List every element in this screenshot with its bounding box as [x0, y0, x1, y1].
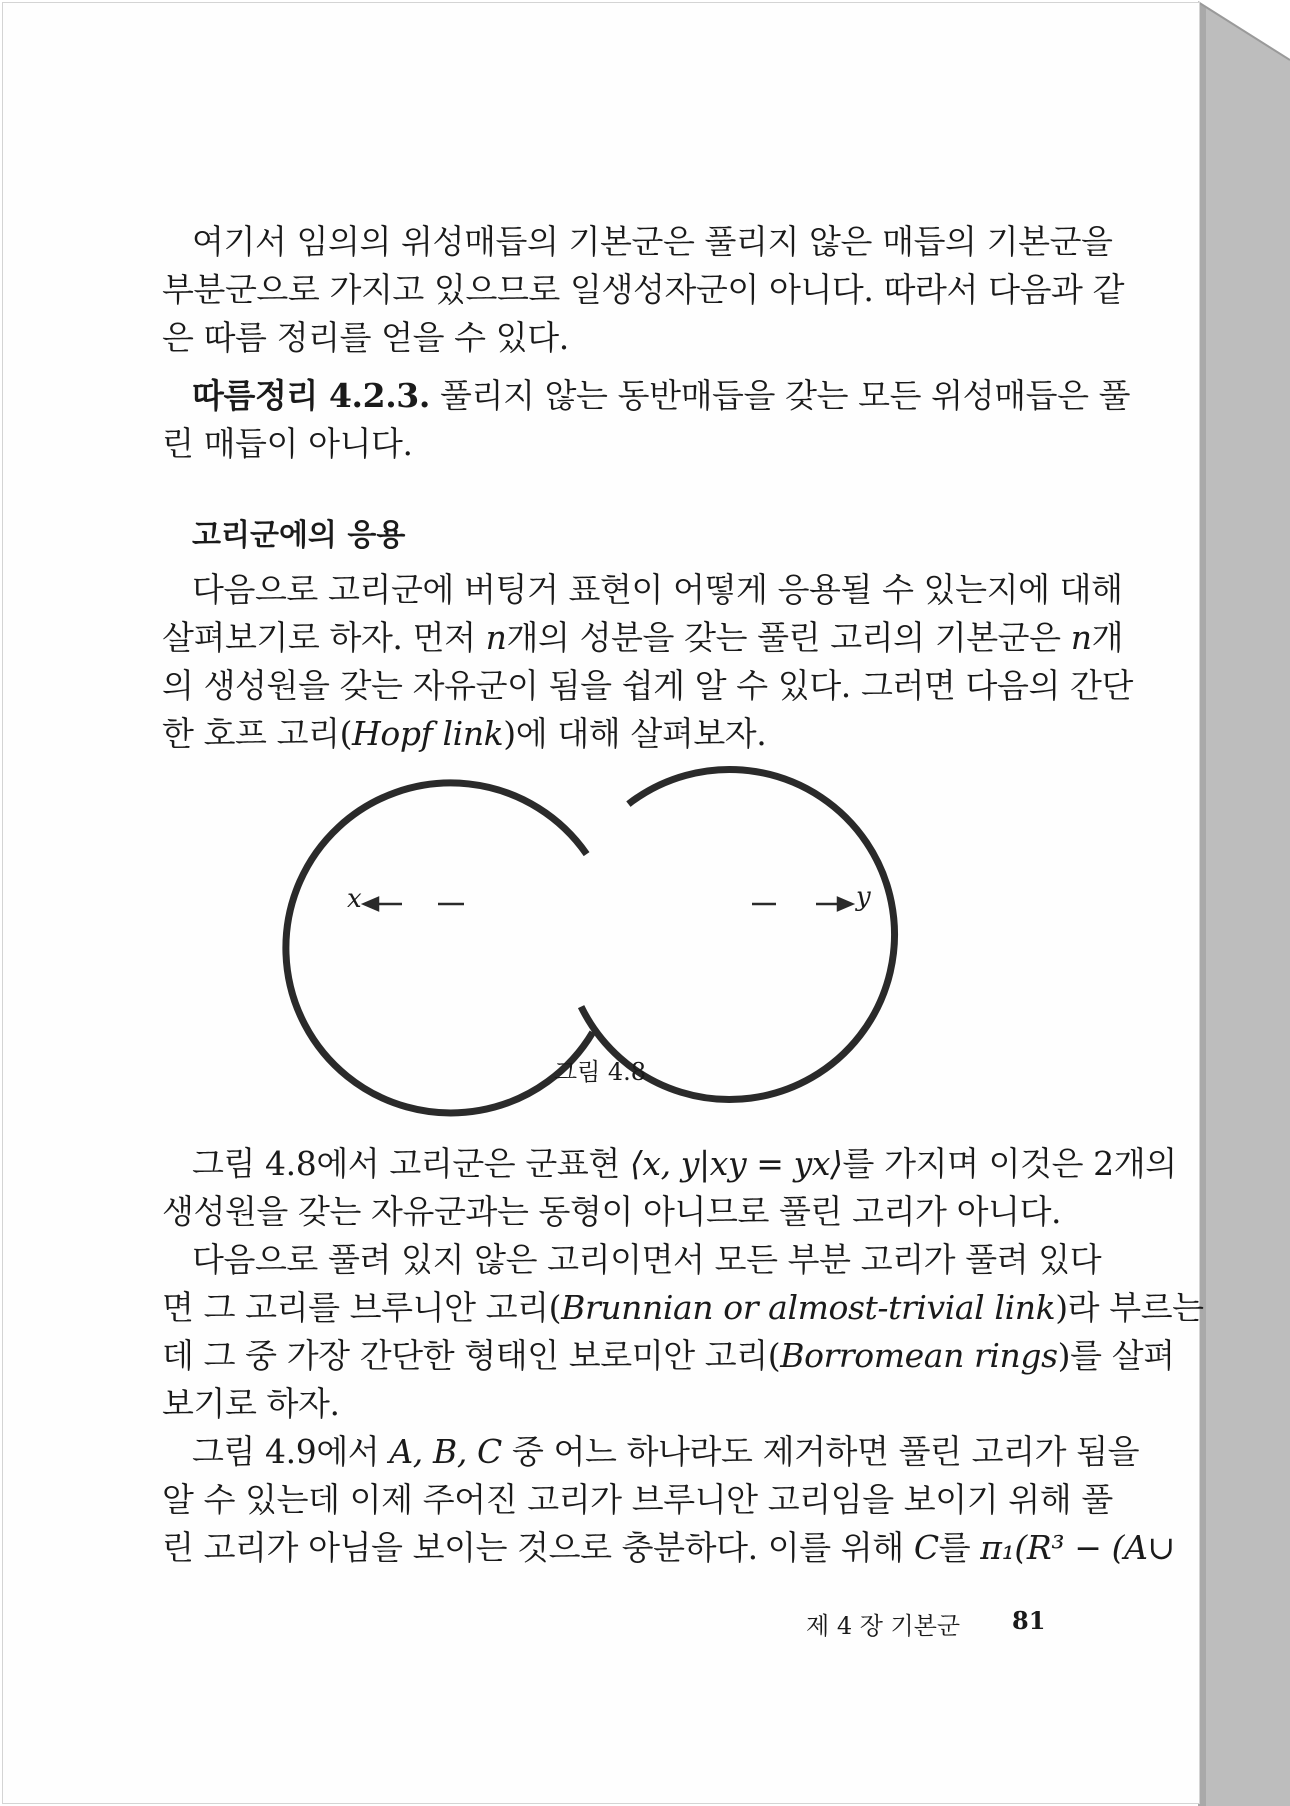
- text-line: [162, 1282, 1204, 1329]
- brunnian-term: Brunnian or almost-trivial link: [561, 1288, 1056, 1327]
- text-fragment: )라 부르는: [1055, 1288, 1204, 1327]
- text-fragment: )를 살펴: [1057, 1336, 1175, 1375]
- section-heading: 고리군에의 응용: [192, 518, 406, 553]
- page-number: 81: [1012, 1606, 1046, 1635]
- text-line: [192, 1426, 1139, 1473]
- hopf-link-term: Hopf link: [352, 714, 504, 753]
- corollary-text: 풀리지 않는 동반매듭을 갖는 모든 위성매듭은 풀: [429, 376, 1131, 415]
- text-fragment: 그림 4.9에서: [192, 1432, 390, 1471]
- math-n: n: [485, 618, 507, 657]
- generator-label-x: x: [347, 884, 362, 914]
- generator-label-y: y: [856, 882, 871, 912]
- text-line: 생성원을 갖는 자유군과는 동형이 아니므로 풀린 고리가 아니다.: [162, 1192, 1062, 1231]
- math-n: n: [1070, 618, 1092, 657]
- math-abc: A, B, C: [389, 1432, 502, 1471]
- running-footer-chapter: 제 4 장 기본군: [806, 1612, 961, 1640]
- text-fragment: 한 호프 고리(: [162, 714, 353, 753]
- text-fragment: 개의 성분을 갖는 풀린 고리의 기본군은: [506, 618, 1071, 657]
- corollary-label: 따름정리 4.2.3.: [192, 376, 430, 415]
- text-fragment: 살펴보기로 하자. 먼저: [162, 618, 486, 657]
- text-line: 의 생성원을 갖는 자유군이 됨을 쉽게 알 수 있다. 그러면 다음의 간단: [162, 666, 1133, 705]
- borromean-term: Borromean rings: [780, 1336, 1058, 1375]
- text-line: 다음으로 풀려 있지 않은 고리이면서 모든 부분 고리가 풀려 있다: [192, 1240, 1102, 1279]
- figure-caption: 그림 4.8: [553, 1058, 647, 1086]
- text-line: 알 수 있는데 이제 주어진 고리가 브루니안 고리임을 보이기 위해 풀: [162, 1480, 1113, 1519]
- text-fragment: 면 그 고리를 브루니안 고리(: [162, 1288, 562, 1327]
- text-line: [192, 1138, 1177, 1185]
- text-line: [192, 370, 1130, 417]
- text-line: 은 따름 정리를 얻을 수 있다.: [162, 318, 569, 357]
- text-line: 보기로 하자.: [162, 1384, 340, 1423]
- text-fragment: )에 대해 살펴보자.: [503, 714, 767, 753]
- text-line: [162, 1522, 1175, 1569]
- text-fragment: 데 그 중 가장 간단한 형태인 보로미안 고리(: [162, 1336, 781, 1375]
- text-fragment: 개: [1091, 618, 1124, 657]
- text-fragment: 그림 4.8에서 고리군은 군표현: [192, 1144, 630, 1183]
- math-fundamental-group: π₁(R³ − (A∪: [980, 1528, 1175, 1567]
- text-line: 부분군으로 가지고 있으므로 일생성자군이 아니다. 따라서 다음과 같: [162, 270, 1125, 309]
- text-line: [162, 708, 766, 755]
- text-line: 다음으로 고리군에 버팅거 표현이 어떻게 응용될 수 있는지에 대해: [192, 570, 1123, 609]
- text-line: [162, 1330, 1175, 1377]
- text-line: 린 매듭이 아니다.: [162, 424, 413, 463]
- math-c: C: [913, 1528, 939, 1567]
- text-line: [162, 612, 1123, 659]
- group-presentation: ⟨x, y|xy = yx⟩: [629, 1144, 843, 1183]
- text-fragment: 린 고리가 아님을 보이는 것으로 충분하다. 이를 위해: [162, 1528, 914, 1567]
- text-fragment: 중 어느 하나라도 제거하면 풀린 고리가 됨을: [501, 1432, 1140, 1471]
- text-line: 여기서 임의의 위성매듭의 기본군은 풀리지 않은 매듭의 기본군을: [192, 222, 1113, 261]
- text-fragment: 를 가지며 이것은 2개의: [842, 1144, 1177, 1183]
- text-fragment: 를: [938, 1528, 981, 1567]
- book-page-stack: [1198, 2, 1290, 1806]
